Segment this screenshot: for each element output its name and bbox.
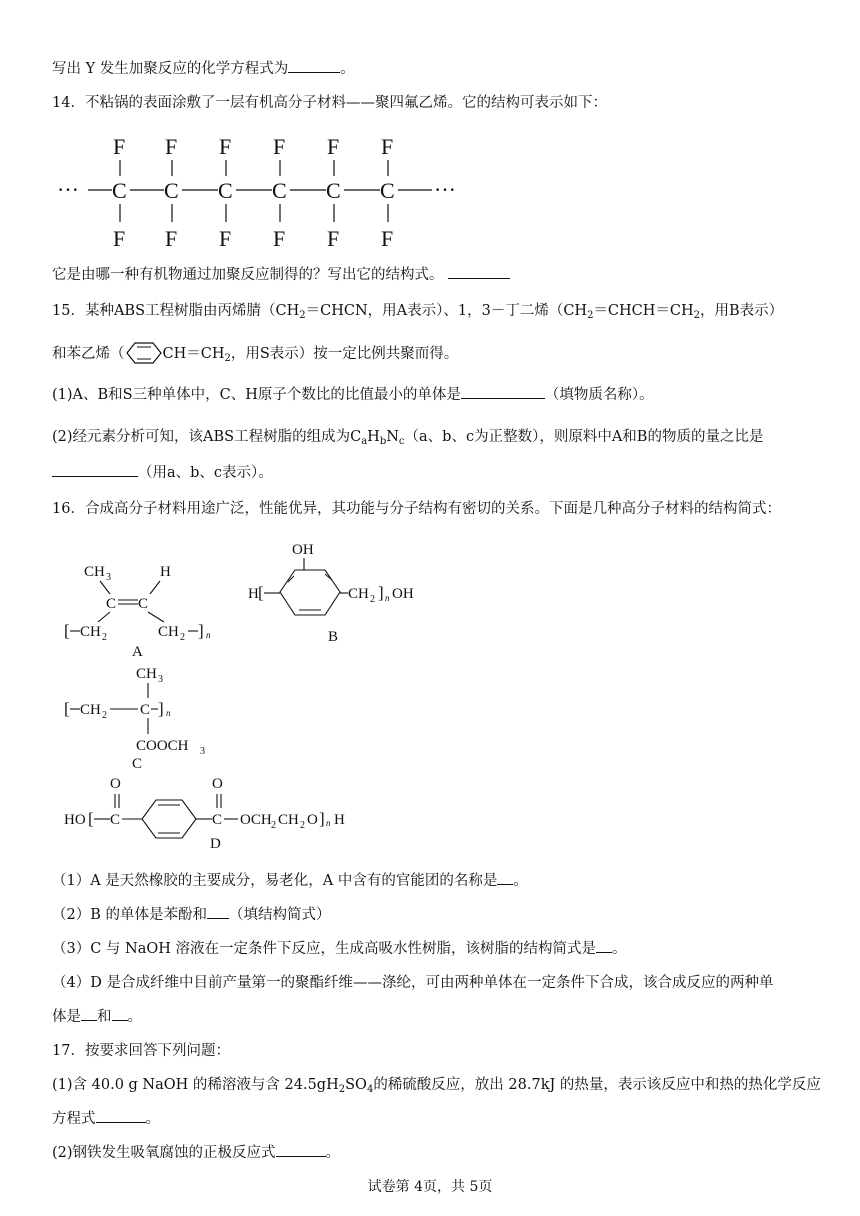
bracket-left: [ bbox=[88, 809, 94, 828]
q16-text: 体是 bbox=[52, 1009, 81, 1025]
hydrogen: H bbox=[334, 812, 345, 828]
subscript: 2 bbox=[224, 353, 231, 364]
fluorine-bottom: F bbox=[381, 226, 394, 251]
subscript-n: n bbox=[385, 593, 390, 603]
carbon: C bbox=[140, 702, 151, 718]
answer-blank bbox=[52, 462, 138, 477]
ch2-group: CH bbox=[80, 702, 101, 718]
bracket-left: [ bbox=[64, 621, 70, 640]
subscript: a bbox=[361, 436, 368, 447]
fluorine-top: F bbox=[273, 134, 286, 159]
subscript: 2 bbox=[102, 632, 107, 643]
q15-text: (2)经元素分析可知，该ABS工程树脂的组成为C bbox=[52, 429, 362, 445]
ellipsis-right: ··· bbox=[434, 177, 456, 202]
q16-part2 bbox=[52, 904, 812, 926]
subscript-n: n bbox=[206, 630, 211, 640]
q16-part4-cont bbox=[52, 1006, 812, 1028]
ch2-group: CH bbox=[158, 624, 179, 640]
q13-text: 写出 Y 发生加聚反应的化学方程式为 bbox=[52, 61, 289, 77]
bracket-left: [ bbox=[64, 699, 70, 718]
fluorine-top: F bbox=[165, 134, 178, 159]
structure-label: A bbox=[132, 644, 143, 660]
q14-question-line bbox=[52, 264, 812, 286]
q16-text: 和 bbox=[97, 1009, 112, 1025]
carbon: C bbox=[164, 178, 179, 203]
subscript: 2 bbox=[338, 1084, 346, 1095]
q17-stem: 17．按要求回答下列问题： bbox=[52, 1043, 230, 1059]
q15-text: (1)A、B和S三种单体中，C、H原子个数比的比值最小的单体是 bbox=[52, 387, 461, 403]
benzene-ring-icon bbox=[125, 340, 163, 366]
subscript: 3 bbox=[200, 746, 205, 757]
polymer-structure-d bbox=[60, 770, 390, 856]
structure-label: C bbox=[132, 756, 143, 772]
answer-blank bbox=[207, 904, 229, 919]
fluorine-bottom: F bbox=[273, 226, 286, 251]
q15-text: ＝CHCH＝CH bbox=[593, 303, 694, 319]
fluorine-bottom: F bbox=[327, 226, 340, 251]
bracket-right: ] bbox=[158, 699, 164, 718]
ethylene-glycol-unit: OCH bbox=[240, 812, 272, 828]
subscript-n: n bbox=[326, 818, 331, 828]
ester-group: COOCH bbox=[136, 738, 189, 754]
polymer-structure-a bbox=[60, 556, 230, 660]
answer-blank bbox=[596, 938, 612, 953]
q17-text: (2)钢铁发生吸氧腐蚀的正极反应式 bbox=[52, 1145, 276, 1161]
carbon: C bbox=[272, 178, 287, 203]
bracket-right: ] bbox=[378, 583, 384, 602]
q15-part1 bbox=[52, 384, 812, 406]
page-footer: 试卷第 4页，共 5页 bbox=[367, 1179, 493, 1195]
ch2-group: CH bbox=[278, 812, 299, 828]
q15-stem-2 bbox=[52, 340, 812, 370]
q17-text: 。 bbox=[325, 1145, 341, 1161]
q14-stem: 14．不粘锅的表面涂敷了一层有机高分子材料——聚四氟乙烯。它的结构可表示如下： bbox=[52, 95, 607, 111]
q15-stem bbox=[52, 300, 812, 327]
q15-text: 15．某种ABS工程树脂由丙烯腈（CH bbox=[52, 303, 300, 319]
fluorine-top: F bbox=[219, 134, 232, 159]
q16-text: （1）A 是天然橡胶的主要成分，易老化，A 中含有的官能团的名称是 bbox=[52, 873, 498, 889]
carbon: C bbox=[110, 812, 121, 828]
subscript: 4 bbox=[366, 1084, 374, 1095]
q17-text: 。 bbox=[145, 1111, 160, 1127]
answer-blank bbox=[288, 58, 340, 73]
ch3-group: CH bbox=[84, 564, 105, 580]
subscript: 3 bbox=[158, 674, 163, 685]
q17-text: 的稀硫酸反应，放出 28.7kJ 的热量，表示该反应中和热的热化学反应 bbox=[373, 1077, 821, 1093]
q16-text: 。 bbox=[127, 1009, 142, 1025]
subscript: 2 bbox=[271, 820, 276, 831]
q13-tail-line bbox=[52, 58, 812, 80]
oxygen: O bbox=[212, 776, 223, 792]
fluorine-top: F bbox=[381, 134, 394, 159]
q16-text: （2）B 的单体是苯酚和 bbox=[52, 907, 207, 923]
hydrogen: H bbox=[160, 564, 171, 580]
ptfe-structure bbox=[52, 128, 472, 252]
subscript-n: n bbox=[166, 708, 171, 718]
q15-text: ，用S表示）按一定比例共聚而得。 bbox=[230, 346, 459, 362]
q17-text: SO bbox=[345, 1077, 367, 1093]
fluorine-bottom: F bbox=[165, 226, 178, 251]
bracket-right: ] bbox=[319, 809, 325, 828]
bracket-left: [ bbox=[258, 583, 264, 602]
subscript: 2 bbox=[587, 310, 594, 321]
q15-text: H bbox=[367, 429, 380, 445]
answer-blank bbox=[112, 1006, 128, 1021]
q17-text: 方程式 bbox=[52, 1111, 96, 1127]
q16-text: （填结构简式） bbox=[229, 907, 331, 923]
hydroxyl-group: OH bbox=[292, 542, 314, 558]
subscript: 2 bbox=[299, 310, 306, 321]
carbon: C bbox=[112, 178, 127, 203]
carbon: C bbox=[138, 596, 149, 612]
bracket-right: ] bbox=[198, 621, 204, 640]
subscript: 2 bbox=[102, 710, 107, 721]
carbon: C bbox=[380, 178, 395, 203]
q15-text: （填物质名称）。 bbox=[544, 387, 654, 403]
fluorine-top: F bbox=[113, 134, 126, 159]
q13-end: 。 bbox=[340, 61, 355, 77]
carbon: C bbox=[212, 812, 223, 828]
q17-part1 bbox=[52, 1074, 821, 1101]
q15-text: （a、b、c为正整数），则原料中A和B的物质的量之比是 bbox=[404, 429, 764, 445]
subscript: 2 bbox=[300, 820, 305, 831]
subscript: c bbox=[398, 436, 405, 447]
subscript: 3 bbox=[106, 572, 111, 583]
ellipsis-left: ··· bbox=[57, 177, 79, 202]
q15-text: ＝CHCN，用A表示）、1，3－丁二烯（CH bbox=[305, 303, 588, 319]
answer-blank bbox=[81, 1006, 97, 1021]
q15-text: ，用B表示） bbox=[700, 303, 784, 319]
q15-text: 和苯乙烯（ bbox=[52, 346, 125, 362]
styrene-text: CH＝CH bbox=[162, 346, 225, 362]
q16-text: （3）C 与 NaOH 溶液在一定条件下反应，生成高吸水性树脂，该树脂的结构简式是 bbox=[52, 941, 597, 957]
subscript: 2 bbox=[693, 310, 701, 321]
hydroxyl-group: OH bbox=[392, 586, 414, 602]
subscript: b bbox=[379, 436, 387, 447]
carbon: C bbox=[218, 178, 233, 203]
polymer-structure-c bbox=[60, 660, 230, 772]
q15-text: （用a、b、c表示）。 bbox=[138, 465, 273, 481]
q15-part2-cont bbox=[52, 462, 812, 484]
structure-label: D bbox=[210, 836, 221, 852]
carbon: C bbox=[106, 596, 117, 612]
answer-blank bbox=[461, 384, 545, 399]
ch2-group: CH bbox=[348, 586, 369, 602]
subscript: 2 bbox=[370, 594, 375, 605]
q16-part4: （4）D 是合成纤维中目前产量第一的聚酯纤维——涤纶，可由两种单体在一定条件下合成，该合成反应的两种单 bbox=[52, 975, 774, 991]
answer-blank bbox=[276, 1142, 326, 1157]
hydroxyl-group: HO bbox=[64, 812, 86, 828]
answer-blank bbox=[448, 264, 510, 279]
subscript: 2 bbox=[180, 632, 185, 643]
q15-text: N bbox=[386, 429, 399, 445]
q17-part2 bbox=[52, 1142, 812, 1164]
structure-label: B bbox=[328, 629, 339, 645]
q16-stem: 16．合成高分子材料用途广泛，性能优异，其功能与分子结构有密切的关系。下面是几种高分子材料的结构简式： bbox=[52, 501, 781, 517]
q14-question: 它是由哪一种有机物通过加聚反应制得的？写出它的结构式。 bbox=[52, 267, 444, 283]
fluorine-top: F bbox=[327, 134, 340, 159]
q16-part1 bbox=[52, 870, 812, 892]
answer-blank bbox=[96, 1108, 146, 1123]
fluorine-bottom: F bbox=[219, 226, 232, 251]
oxygen: O bbox=[307, 812, 318, 828]
answer-blank bbox=[497, 870, 513, 885]
oxygen: O bbox=[110, 776, 121, 792]
hydrogen: H bbox=[248, 586, 259, 602]
carbon: C bbox=[326, 178, 341, 203]
ch2-group: CH bbox=[80, 624, 101, 640]
q16-text: 。 bbox=[612, 941, 627, 957]
fluorine-bottom: F bbox=[113, 226, 126, 251]
ch3-group: CH bbox=[136, 666, 157, 682]
q15-part2 bbox=[52, 426, 812, 453]
polymer-structure-b bbox=[244, 538, 434, 648]
q16-text: 。 bbox=[513, 873, 528, 889]
q17-part1-cont bbox=[52, 1108, 812, 1130]
q17-text: (1)含 40.0 g NaOH 的稀溶液与含 24.5gH bbox=[52, 1077, 339, 1093]
q16-part3 bbox=[52, 938, 812, 960]
